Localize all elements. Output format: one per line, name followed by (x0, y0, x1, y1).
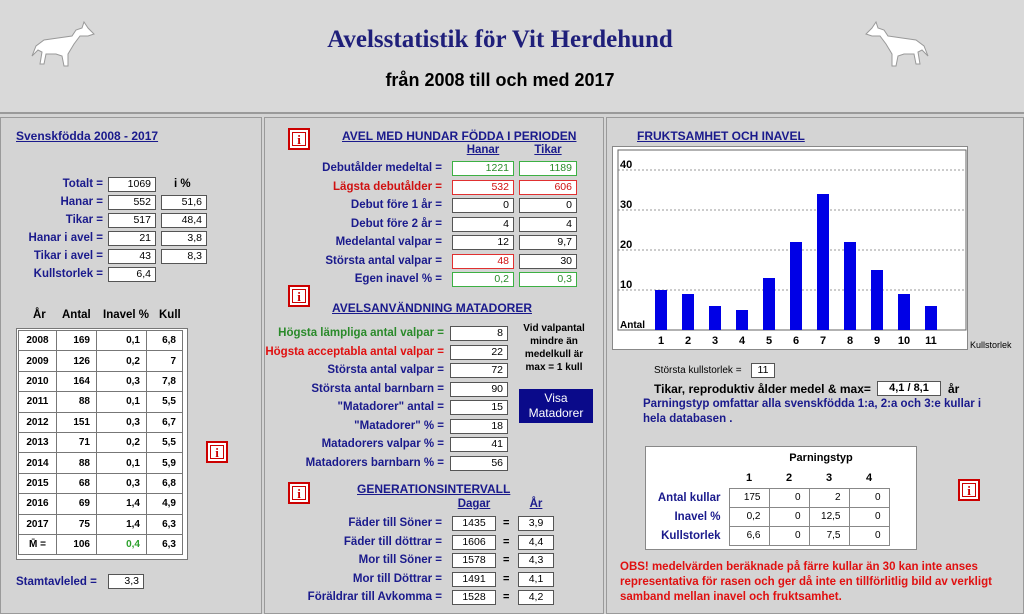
matador-section-title: AVELSANVÄNDNING MATADORER (332, 301, 532, 315)
table-cell: 2017 (19, 514, 57, 534)
matador-label: "Matadorer" % = (354, 419, 444, 432)
stat-label: Hanar = (60, 196, 103, 208)
pt-cell: 6,6 (729, 526, 769, 545)
pt-row (649, 526, 889, 545)
stat-label: Kullstorlek = (33, 268, 103, 280)
stat-value: 43 (108, 249, 156, 264)
tikar-reproduktiv-label: Tikar, reproduktiv ålder medel & max= (654, 382, 871, 396)
generation-label: Mor till Döttrar = (352, 572, 442, 585)
pt-row (649, 488, 889, 507)
percent-header: i % (174, 178, 191, 190)
chart-bar (925, 306, 937, 330)
dagar-col-header: Dagar (457, 498, 491, 510)
table-cell: 1,4 (97, 494, 147, 514)
table-cell: 7 (147, 351, 183, 371)
chart-xtick-label: 2 (684, 335, 692, 347)
info-right-icon[interactable]: i (958, 479, 980, 501)
matador-label: Största antal valpar = (327, 364, 444, 376)
stat-value: 517 (108, 213, 156, 228)
table-cell: 2009 (19, 351, 57, 371)
matador-value: 15 (450, 400, 508, 415)
chart-bar (655, 290, 667, 330)
matador-label: Matadorers valpar % = (321, 438, 444, 450)
chart-bar (898, 294, 910, 330)
generation-dagar-value: 1435 (452, 516, 496, 531)
stat-value: 6,4 (108, 267, 156, 282)
pt-col-header: 2 (785, 472, 793, 485)
pt-cell: 0 (769, 526, 809, 545)
generation-dagar-value: 1528 (452, 590, 496, 605)
table-cell: 4,9 (147, 494, 183, 514)
matador-value: 56 (450, 456, 508, 471)
generation-eq: = (503, 572, 510, 585)
pt-cell: 2 (809, 488, 849, 507)
table-cell: 0,2 (97, 432, 147, 452)
stat-label: Tikar i avel = (33, 250, 103, 262)
generation-eq: = (503, 591, 510, 603)
avel-tikar-value: 4 (519, 217, 577, 232)
parningstyp-note: Parningstyp omfattar alla svenskfödda 1:a, 2:a och 3:e kullar i hela databasen . (643, 398, 982, 425)
kull-col-header: Kull (159, 309, 181, 321)
table-cell: 6,8 (147, 331, 183, 351)
chart-xtick-label: 9 (873, 335, 881, 347)
table-cell: 2014 (19, 453, 57, 473)
table-cell: 6,8 (147, 473, 183, 493)
generation-dagar-value: 1491 (452, 572, 496, 587)
table-cell: 5,5 (147, 392, 183, 412)
pt-cell: 0 (849, 526, 889, 545)
generation-label: Fäder till Söner = (348, 517, 442, 529)
table-cell: 2012 (19, 412, 57, 432)
table-cell: 6,7 (147, 412, 183, 432)
avel-tikar-value: 1189 (519, 161, 577, 176)
table-cell: 2010 (19, 371, 57, 391)
avel-label: Lägsta debutålder = (333, 180, 442, 193)
chart-bar (709, 306, 721, 330)
mean-cell: M̄ = (19, 534, 57, 554)
avel-tikar-value: 30 (519, 254, 577, 269)
stat-pct: 48,4 (161, 213, 207, 228)
table-cell: 2008 (19, 331, 57, 351)
avel-hanar-value: 0 (452, 198, 514, 213)
chart-xtick-label: 8 (846, 335, 854, 347)
avel-label: Största antal valpar = (325, 254, 442, 267)
tikar-reproduktiv-value: 4,1 / 8,1 (877, 381, 941, 396)
avel-label: Debutålder medeltal = (322, 162, 442, 174)
chart-bar (871, 270, 883, 330)
table-cell: 0,3 (97, 412, 147, 432)
table-row (19, 392, 183, 412)
pt-col-header: 3 (825, 472, 833, 485)
mean-cell: 106 (57, 534, 97, 554)
generation-label: Fäder till döttrar = (343, 535, 442, 548)
matador-label: Största antal barnbarn = (311, 382, 444, 395)
pt-cell: 0 (769, 488, 809, 507)
inavel-col-header: Inavel % (103, 309, 150, 321)
right-section-title: FRUKTSAMHET OCH INAVEL (637, 129, 805, 143)
info-generation-icon[interactable]: i (288, 482, 310, 504)
matador-label: Matadorers barnbarn % = (305, 456, 444, 469)
generation-ar-value: 4,2 (518, 590, 554, 605)
table-cell: 2016 (19, 494, 57, 514)
mean-cell: 0,4 (97, 534, 147, 554)
table-cell: 1,4 (97, 514, 147, 534)
table-row (19, 514, 183, 534)
matador-label: Högsta lämpliga antal valpar = (278, 327, 444, 339)
chart-bar (763, 278, 775, 330)
avel-hanar-value: 0,2 (452, 272, 514, 287)
pt-row-label: Kullstorlek (661, 529, 721, 542)
avel-tikar-value: 606 (519, 180, 577, 195)
parningstyp-table-wrap (649, 469, 890, 546)
tikar-col-header: Tikar (534, 144, 562, 156)
chart-bar (682, 294, 694, 330)
chart-xlabel: Kullstorlek (970, 340, 1012, 350)
pt-cell: 0 (849, 488, 889, 507)
table-cell: 75 (57, 514, 97, 534)
pt-corner (649, 469, 729, 488)
generation-ar-value: 3,9 (518, 516, 554, 531)
table-cell: 0,1 (97, 331, 147, 351)
table-cell: 0,2 (97, 351, 147, 371)
chart-xtick-label: 11 (925, 335, 937, 347)
fruktsamhet-chart (612, 146, 1022, 352)
table-cell: 2015 (19, 473, 57, 493)
generation-eq: = (503, 535, 510, 548)
table-cell: 88 (57, 453, 97, 473)
table-row (19, 432, 183, 452)
table-row (19, 453, 183, 473)
matador-value: 8 (450, 326, 508, 341)
avel-hanar-value: 1221 (452, 161, 514, 176)
storsta-kullstorlek-value: 11 (751, 363, 775, 378)
matador-label: Högsta acceptabla antal valpar = (265, 345, 444, 358)
matador-value: 41 (450, 437, 508, 452)
table-cell: 5,9 (147, 453, 183, 473)
generation-ar-value: 4,4 (518, 535, 554, 550)
info-left-icon[interactable]: i (206, 441, 228, 463)
stat-pct: 8,3 (161, 249, 207, 264)
year-table-wrap (18, 330, 183, 555)
generation-ar-value: 4,3 (518, 553, 554, 568)
table-cell: 2011 (19, 392, 57, 412)
left-section-title: Svenskfödda 2008 - 2017 (16, 129, 159, 143)
table-cell: 68 (57, 473, 97, 493)
storsta-kullstorlek-label: Största kullstorlek = (654, 365, 742, 376)
tikar-reproduktiv-unit: år (948, 382, 960, 396)
avel-tikar-value: 0 (519, 198, 577, 213)
stat-value: 21 (108, 231, 156, 246)
chart-ylabel: Antal (620, 320, 645, 331)
generation-section-title: GENERATIONSINTERVALL (357, 482, 511, 496)
pt-cell: 0 (769, 507, 809, 526)
stat-value: 1069 (108, 177, 156, 192)
avel-section-title: AVEL MED HUNDAR FÖDDA I PERIODEN (342, 129, 577, 143)
info-avel-icon[interactable]: i (288, 128, 310, 150)
pt-cell: 175 (729, 488, 769, 507)
table-row (19, 412, 183, 432)
chart-ytick-label: 40 (620, 159, 633, 171)
generation-eq: = (503, 517, 510, 529)
chart-xtick-label: 7 (819, 335, 827, 347)
chart-xtick-label: 4 (738, 335, 746, 347)
chart-bar (817, 194, 829, 330)
chart-ytick-label: 10 (620, 279, 633, 291)
page-title: Avelsstatistik för Vit Herdehund (327, 26, 673, 53)
table-cell: 5,5 (147, 432, 183, 452)
avel-hanar-value: 532 (452, 180, 514, 195)
stat-value: 552 (108, 195, 156, 210)
table-cell: 71 (57, 432, 97, 452)
table-cell: 2013 (19, 432, 57, 452)
generation-ar-value: 4,1 (518, 572, 554, 587)
pt-header-row (649, 469, 889, 488)
generation-dagar-value: 1578 (452, 553, 496, 568)
chart-bar (790, 242, 802, 330)
table-row (19, 371, 183, 391)
pt-col-header: 1 (745, 472, 753, 485)
matador-value: 22 (450, 345, 508, 360)
table-cell: 7,8 (147, 371, 183, 391)
chart-xtick-label: 5 (765, 335, 773, 347)
hanar-col-header: Hanar (466, 144, 500, 156)
chart-xtick-label: 10 (897, 335, 911, 347)
pt-col-header: 4 (865, 472, 873, 485)
pt-row-label: Inavel % (674, 510, 721, 523)
obs-note: OBS! medelvärden beräknade på färre kullar än 30 kan inte anses representativa för rasen och ger då inte en tillförlitlig bild av verkligt samband mellan inavel och fruktsamhet. (620, 561, 992, 603)
avel-label: Debut före 2 år = (350, 217, 442, 230)
stat-label: Hanar i avel = (28, 232, 103, 244)
matador-note: Vid valpantal mindre än medelkull är max = 1 kull (523, 323, 585, 373)
avel-tikar-value: 0,3 (519, 272, 577, 287)
table-cell: 164 (57, 371, 97, 391)
table-cell: 0,3 (97, 371, 147, 391)
matador-value: 18 (450, 419, 508, 434)
pt-cell: 0,2 (729, 507, 769, 526)
pt-cell: 12,5 (809, 507, 849, 526)
table-cell: 6,3 (147, 514, 183, 534)
generation-label: Föräldrar till Avkomma = (307, 591, 442, 603)
ar-col-header: År (529, 498, 543, 510)
matador-label: "Matadorer" antal = (337, 401, 444, 413)
mean-row (19, 534, 183, 554)
stat-pct: 3,8 (161, 231, 207, 246)
page-subtitle: från 2008 till och med 2017 (385, 70, 615, 90)
chart-xtick-label: 1 (657, 335, 665, 347)
chart-bar (736, 310, 748, 330)
table-cell: 0,1 (97, 392, 147, 412)
pt-cell: 0 (849, 507, 889, 526)
avel-hanar-value: 12 (452, 235, 514, 250)
info-matador-icon[interactable]: i (288, 285, 310, 307)
generation-dagar-value: 1606 (452, 535, 496, 550)
table-cell: 151 (57, 412, 97, 432)
chart-ytick-label: 30 (620, 199, 633, 211)
avel-tikar-value: 9,7 (519, 235, 577, 250)
year-col-header: År (33, 309, 46, 321)
stat-label: Tikar = (65, 214, 103, 226)
table-row (19, 473, 183, 493)
antal-col-header: Antal (62, 309, 91, 321)
stat-pct: 51,6 (161, 195, 207, 210)
mean-cell: 6,3 (147, 534, 183, 554)
avel-hanar-value: 4 (452, 217, 514, 232)
visa-matadorer-button[interactable]: Visa Matadorer (519, 389, 593, 423)
table-cell: 126 (57, 351, 97, 371)
table-row (19, 494, 183, 514)
table-row (19, 331, 183, 351)
stamtavleled-value: 3,3 (108, 574, 144, 589)
parningstyp-table (649, 469, 890, 546)
stamtavleled-label: Stamtavleled = (16, 576, 97, 588)
matador-value: 72 (450, 363, 508, 378)
parningstyp-title: Parningstyp (789, 452, 853, 464)
generation-label: Mor till Söner = (358, 554, 442, 566)
chart-bar (844, 242, 856, 330)
pt-cell: 7,5 (809, 526, 849, 545)
table-cell: 88 (57, 392, 97, 412)
pt-row-label: Antal kullar (657, 491, 721, 504)
table-cell: 169 (57, 331, 97, 351)
chart-ytick-label: 20 (620, 239, 633, 251)
year-table (18, 330, 183, 555)
generation-eq: = (503, 554, 510, 566)
chart-xtick-label: 3 (711, 335, 719, 347)
table-cell: 0,3 (97, 473, 147, 493)
avel-label: Egen inavel % = (354, 273, 442, 285)
table-cell: 69 (57, 494, 97, 514)
matador-value: 90 (450, 382, 508, 397)
table-row (19, 351, 183, 371)
pt-row (649, 507, 889, 526)
stat-label: Totalt = (62, 178, 103, 190)
avel-label: Medelantal valpar = (335, 236, 442, 248)
table-cell: 0,1 (97, 453, 147, 473)
avel-hanar-value: 48 (452, 254, 514, 269)
chart-xtick-label: 6 (792, 335, 800, 347)
avel-label: Debut före 1 år = (350, 199, 442, 211)
